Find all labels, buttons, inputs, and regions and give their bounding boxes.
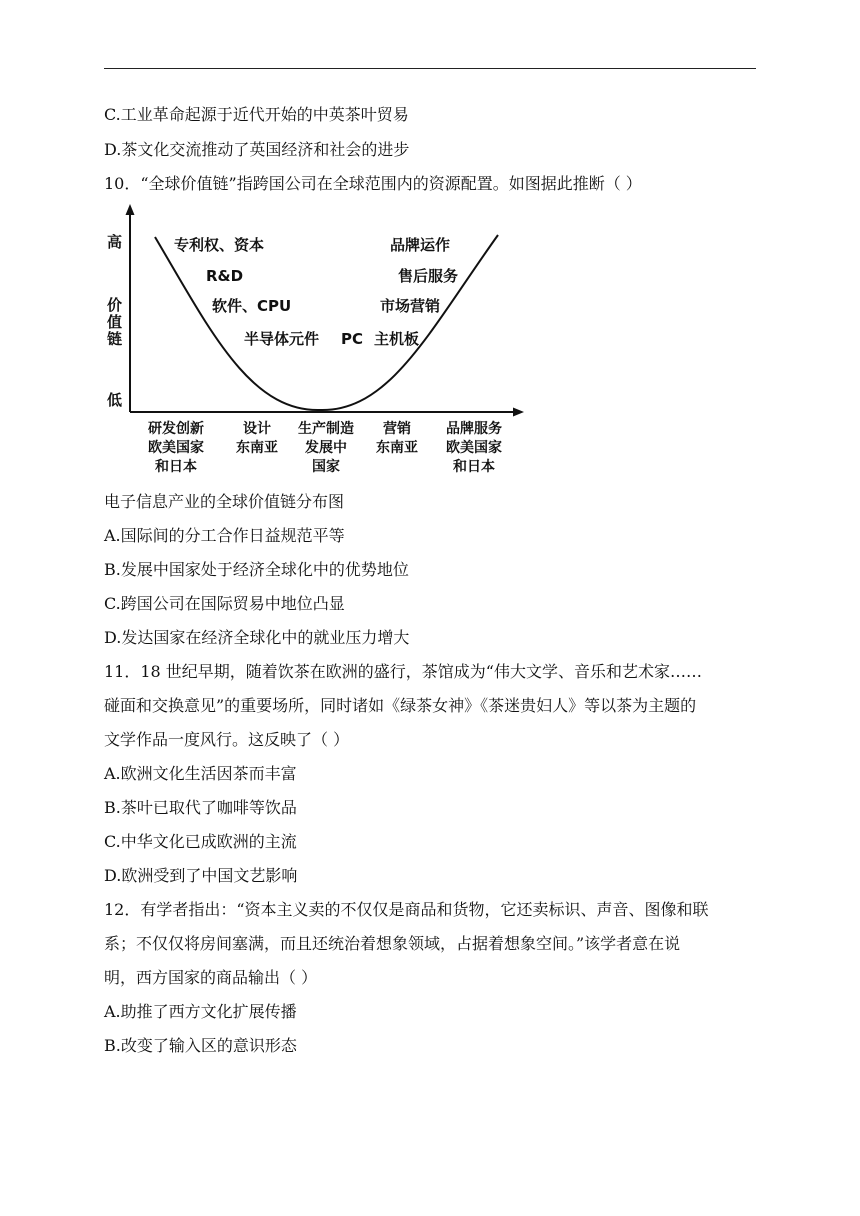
- label-semiconductor: 半导体元件: [244, 330, 320, 348]
- y-axis-label-3: 链: [107, 330, 123, 348]
- stage-rnd-region-2: 和日本: [155, 459, 197, 475]
- option-9d: D.茶文化交流推动了英国经济和社会的进步: [104, 140, 410, 159]
- label-patent-capital: 专利权、资本: [174, 236, 265, 254]
- x-axis-arrow: [513, 408, 524, 417]
- stage-brand-region-2: 和日本: [453, 459, 495, 475]
- label-software-cpu: 软件、CPU: [212, 297, 292, 315]
- stage-manufacturing-region-2: 国家: [312, 459, 340, 475]
- value-chain-figure: [100, 200, 530, 480]
- option-10c: C.跨国公司在国际贸易中地位凸显: [104, 594, 345, 613]
- stage-marketing-region: 东南亚: [376, 440, 418, 456]
- y-axis-label-1: 价: [107, 296, 123, 314]
- option-12b: B.改变了输入区的意识形态: [104, 1036, 297, 1055]
- y-low-label: 低: [107, 391, 123, 409]
- stage-design-title: 设计: [243, 421, 271, 437]
- option-12a: A.助推了西方文化扩展传播: [104, 1002, 297, 1021]
- label-pc: PC: [341, 330, 364, 348]
- label-rnd: R&D: [206, 267, 244, 285]
- question-12-stem-line2: 系；不仅仅将房间塞满，而且还统治着想象领域，占据着想象空间。”该学者意在说: [104, 934, 681, 953]
- label-marketing: 市场营销: [380, 297, 441, 315]
- figure-caption: 电子信息产业的全球价值链分布图: [104, 492, 345, 511]
- question-11-stem-line2: 碰面和交换意见”的重要场所，同时诸如《绿茶女神》《茶迷贵妇人》等以茶为主题的: [104, 696, 697, 715]
- stage-manufacturing-region-1: 发展中: [305, 440, 347, 456]
- question-11-stem-line3: 文学作品一度风行。这反映了（ ）: [104, 730, 350, 749]
- stage-design-region: 东南亚: [236, 440, 278, 456]
- option-10d: D.发达国家在经济全球化中的就业压力增大: [104, 628, 410, 647]
- option-9c: C.工业革命起源于近代开始的中英茶叶贸易: [104, 105, 409, 124]
- label-after-sales: 售后服务: [398, 267, 459, 285]
- y-axis-arrow: [126, 204, 135, 215]
- option-10a: A.国际间的分工合作日益规范平等: [104, 526, 345, 545]
- question-12-stem-line3: 明，西方国家的商品输出（ ）: [104, 968, 318, 987]
- question-10-stem: 10．“全球价值链”指跨国公司在全球范围内的资源配置。如图据此推断（ ）: [104, 174, 642, 193]
- header-rule: [104, 68, 756, 69]
- label-motherboard: 主机板: [374, 330, 420, 348]
- option-11b: B.茶叶已取代了咖啡等饮品: [104, 798, 297, 817]
- stage-marketing-title: 营销: [383, 421, 411, 437]
- stage-manufacturing-title: 生产制造: [298, 421, 354, 437]
- question-11-stem-line1: 11．18 世纪早期，随着饮茶在欧洲的盛行，茶馆成为“伟大文学、音乐和艺术家……: [104, 662, 702, 681]
- label-brand-operation: 品牌运作: [390, 236, 451, 254]
- smile-curve: [155, 235, 498, 410]
- stage-rnd-region-1: 欧美国家: [148, 440, 204, 456]
- y-axis-label-2: 值: [107, 313, 123, 331]
- stage-brand-region-1: 欧美国家: [446, 440, 502, 456]
- stage-brand-title: 品牌服务: [446, 421, 502, 437]
- option-11a: A.欧洲文化生活因茶而丰富: [104, 764, 297, 783]
- option-11c: C.中华文化已成欧洲的主流: [104, 832, 297, 851]
- option-11d: D.欧洲受到了中国文艺影响: [104, 866, 298, 885]
- y-high-label: 高: [107, 233, 123, 251]
- option-10b: B.发展中国家处于经济全球化中的优势地位: [104, 560, 409, 579]
- question-12-stem-line1: 12．有学者指出：“资本主义卖的不仅仅是商品和货物，它还卖标识、声音、图像和联: [104, 900, 709, 919]
- stage-rnd-title: 研发创新: [148, 421, 204, 437]
